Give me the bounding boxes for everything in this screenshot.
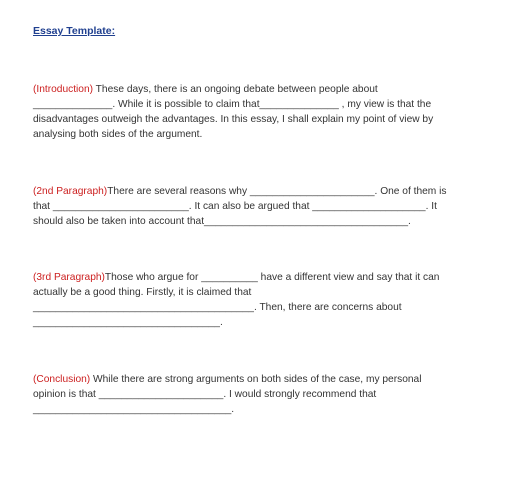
third-paragraph-text: Those who argue for __________ have a different view and say that it can xyxy=(104,272,440,283)
second-paragraph-line-2: that ________________________. It can also be argued that ____________________. It xyxy=(33,201,437,212)
third-paragraph-line-1 xyxy=(33,270,439,285)
introduction-line-3: disadvantages outweigh the advantages. In this essay, I shall explain my point of view by xyxy=(33,114,434,125)
second-paragraph-label: (2nd Paragraph) xyxy=(33,186,108,197)
second-paragraph-text: There are several reasons why ______________________. One of them is xyxy=(107,186,447,197)
conclusion-label: (Conclusion) xyxy=(33,374,91,385)
conclusion-line-1 xyxy=(33,372,421,387)
introduction-text: These days, there is an ongoing debate between people about xyxy=(93,84,378,95)
third-paragraph-line-4: _________________________________. xyxy=(33,317,223,328)
introduction-label: (Introduction) xyxy=(33,84,94,95)
third-paragraph xyxy=(33,270,439,330)
conclusion-text: While there are strong arguments on both sides of the case, my personal xyxy=(90,374,422,385)
conclusion-paragraph xyxy=(33,372,421,417)
third-paragraph-line-3: _______________________________________. Then, there are concerns about xyxy=(33,302,402,313)
introduction-line-2: ______________. While it is possible to claim that______________ , my view is that the xyxy=(33,99,432,110)
conclusion-line-2: opinion is that ______________________. I would strongly recommend that xyxy=(33,389,377,400)
second-paragraph-line-1 xyxy=(33,184,446,199)
introduction-line-1 xyxy=(33,82,433,97)
third-paragraph-line-2: actually be a good thing. Firstly, it is claimed that xyxy=(33,287,252,298)
second-paragraph-line-3: should also be taken into account that____________________________________. xyxy=(33,216,411,227)
introduction-line-4: analysing both sides of the argument. xyxy=(33,129,203,140)
third-paragraph-label: (3rd Paragraph) xyxy=(33,272,105,283)
introduction-paragraph xyxy=(33,82,433,142)
page-title: Essay Template: xyxy=(33,25,116,37)
conclusion-line-3: ___________________________________. xyxy=(33,404,235,415)
second-paragraph xyxy=(33,184,446,229)
